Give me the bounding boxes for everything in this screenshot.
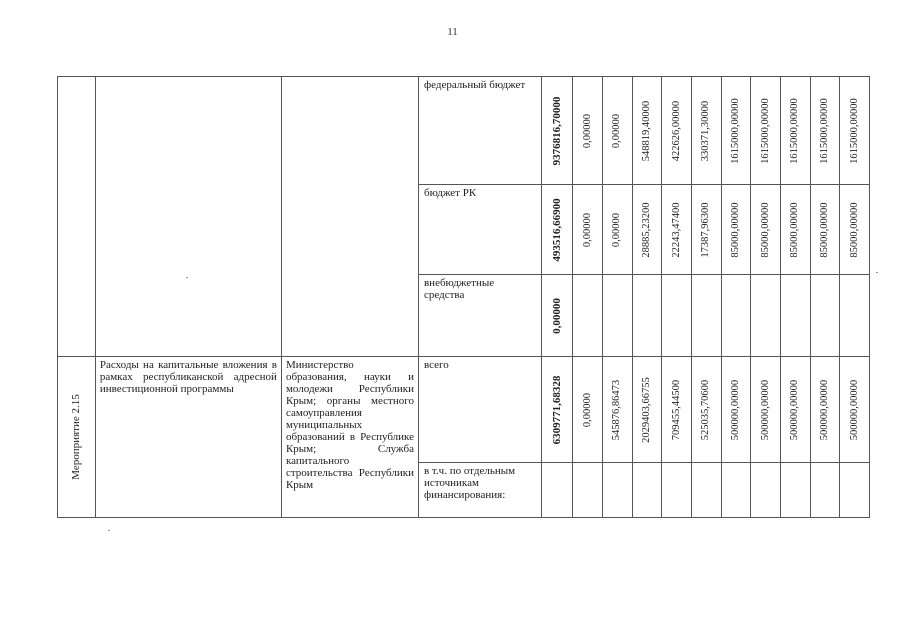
year-cell	[632, 275, 662, 357]
measure-executor: Министерство образования, науки и молодежи Республики Крым; органы местного самоуправления муниципальных образований в Республике Крым; Служба капитального строительства Республики Крым	[285, 359, 414, 491]
measure-code: Мероприятие 2.15	[70, 394, 83, 480]
source-label-cell	[418, 275, 541, 357]
year-cell	[692, 77, 722, 185]
year-cell	[662, 357, 692, 463]
source-label-cell	[418, 185, 541, 275]
source-label-cell	[418, 357, 541, 463]
year-cell	[780, 77, 810, 185]
year-value: 0,00000	[581, 392, 593, 427]
year-cell	[573, 185, 603, 275]
table-row	[58, 357, 870, 463]
year-cell	[632, 185, 662, 275]
year-cell	[751, 463, 781, 518]
scan-speck	[186, 277, 188, 278]
year-cell	[692, 275, 722, 357]
source-label: в т.ч. по отдельным источникам финансирования:	[423, 465, 516, 501]
year-value: 500000,00000	[818, 379, 830, 440]
year-cell	[603, 463, 633, 518]
year-cell	[603, 275, 633, 357]
year-cell	[603, 185, 633, 275]
year-cell	[662, 275, 692, 357]
total-value: 0,00000	[551, 297, 564, 334]
source-label: федеральный бюджет	[423, 79, 526, 91]
total-cell	[541, 275, 573, 357]
year-cell	[662, 185, 692, 275]
year-cell	[632, 77, 662, 185]
year-cell	[780, 185, 810, 275]
total-cell	[541, 463, 573, 518]
year-cell	[692, 357, 722, 463]
year-cell	[573, 275, 603, 357]
year-value: 17387,96300	[700, 201, 712, 258]
year-value: 709455,44500	[670, 379, 682, 440]
year-cell	[780, 357, 810, 463]
year-value: 85000,00000	[848, 201, 860, 258]
year-cell	[692, 185, 722, 275]
year-cell	[662, 463, 692, 518]
year-value: 1615000,00000	[789, 97, 801, 164]
year-value: 525035,70600	[700, 379, 712, 440]
year-cell	[751, 275, 781, 357]
year-cell	[573, 463, 603, 518]
year-cell	[840, 185, 870, 275]
year-cell	[721, 185, 751, 275]
year-value: 500000,00000	[730, 379, 741, 440]
total-value: 9376816,70000	[551, 96, 564, 165]
source-label-cell	[418, 463, 541, 518]
year-value: 85000,00000	[730, 201, 741, 258]
measure-code-cell	[58, 357, 96, 518]
year-value: 85000,00000	[818, 201, 830, 258]
year-cell	[780, 463, 810, 518]
year-value: 0,00000	[581, 113, 593, 148]
code-cell-empty	[58, 77, 96, 357]
total-value: 493516,66900	[551, 197, 564, 262]
year-value: 0,00000	[581, 212, 593, 247]
source-label: бюджет РК	[423, 187, 477, 199]
page-number: 11	[447, 26, 458, 38]
year-value: 545876,86473	[611, 379, 623, 440]
year-cell	[573, 77, 603, 185]
measure-name-cell	[95, 357, 281, 518]
budget-table	[57, 76, 870, 518]
year-value: 0,00000	[611, 113, 623, 148]
year-cell	[780, 275, 810, 357]
year-cell	[603, 77, 633, 185]
year-cell	[573, 357, 603, 463]
year-cell	[721, 275, 751, 357]
year-value: 1615000,00000	[759, 97, 771, 164]
year-cell	[840, 275, 870, 357]
year-cell	[810, 185, 840, 275]
year-value: 548819,40000	[641, 100, 653, 161]
measure-executor-cell	[281, 357, 418, 518]
measure-name: Расходы на капитальные вложения в рамках республиканской адресной инвестиционной программы	[99, 359, 277, 395]
year-value: 28885,23200	[641, 201, 653, 258]
year-cell	[603, 357, 633, 463]
year-cell	[810, 77, 840, 185]
year-value: 1615000,00000	[818, 97, 830, 164]
year-cell	[632, 357, 662, 463]
scan-speck	[108, 530, 110, 531]
year-value: 1615000,00000	[848, 97, 860, 164]
year-value: 2029403,66755	[641, 376, 653, 443]
scan-speck	[876, 272, 878, 273]
source-label: внебюджетные средства	[423, 277, 495, 301]
year-cell	[632, 463, 662, 518]
source-label: всего	[423, 359, 449, 371]
executor-cell-empty	[281, 77, 418, 357]
name-cell-empty	[95, 77, 281, 357]
year-cell	[692, 463, 722, 518]
year-value: 500000,00000	[789, 379, 801, 440]
year-cell	[662, 77, 692, 185]
source-label-cell	[418, 77, 541, 185]
year-cell	[840, 463, 870, 518]
year-value: 1615000,00000	[730, 97, 741, 164]
year-cell	[840, 77, 870, 185]
year-cell	[840, 357, 870, 463]
year-value: 85000,00000	[759, 201, 771, 258]
year-cell	[721, 357, 751, 463]
year-cell	[810, 463, 840, 518]
year-cell	[810, 275, 840, 357]
year-cell	[810, 357, 840, 463]
total-cell	[541, 357, 573, 463]
total-cell	[541, 185, 573, 275]
year-cell	[751, 77, 781, 185]
total-value: 6309771,68328	[551, 375, 564, 444]
year-value: 330371,30000	[700, 100, 712, 161]
total-cell	[541, 77, 573, 185]
year-cell	[721, 77, 751, 185]
year-value: 500000,00000	[848, 379, 860, 440]
year-cell	[721, 463, 751, 518]
table-row	[58, 77, 870, 185]
year-value: 22243,47400	[670, 201, 682, 258]
year-cell	[751, 185, 781, 275]
year-value: 500000,00000	[759, 379, 771, 440]
year-value: 422626,00000	[670, 100, 682, 161]
year-value: 85000,00000	[789, 201, 801, 258]
year-cell	[751, 357, 781, 463]
year-value: 0,00000	[611, 212, 623, 247]
